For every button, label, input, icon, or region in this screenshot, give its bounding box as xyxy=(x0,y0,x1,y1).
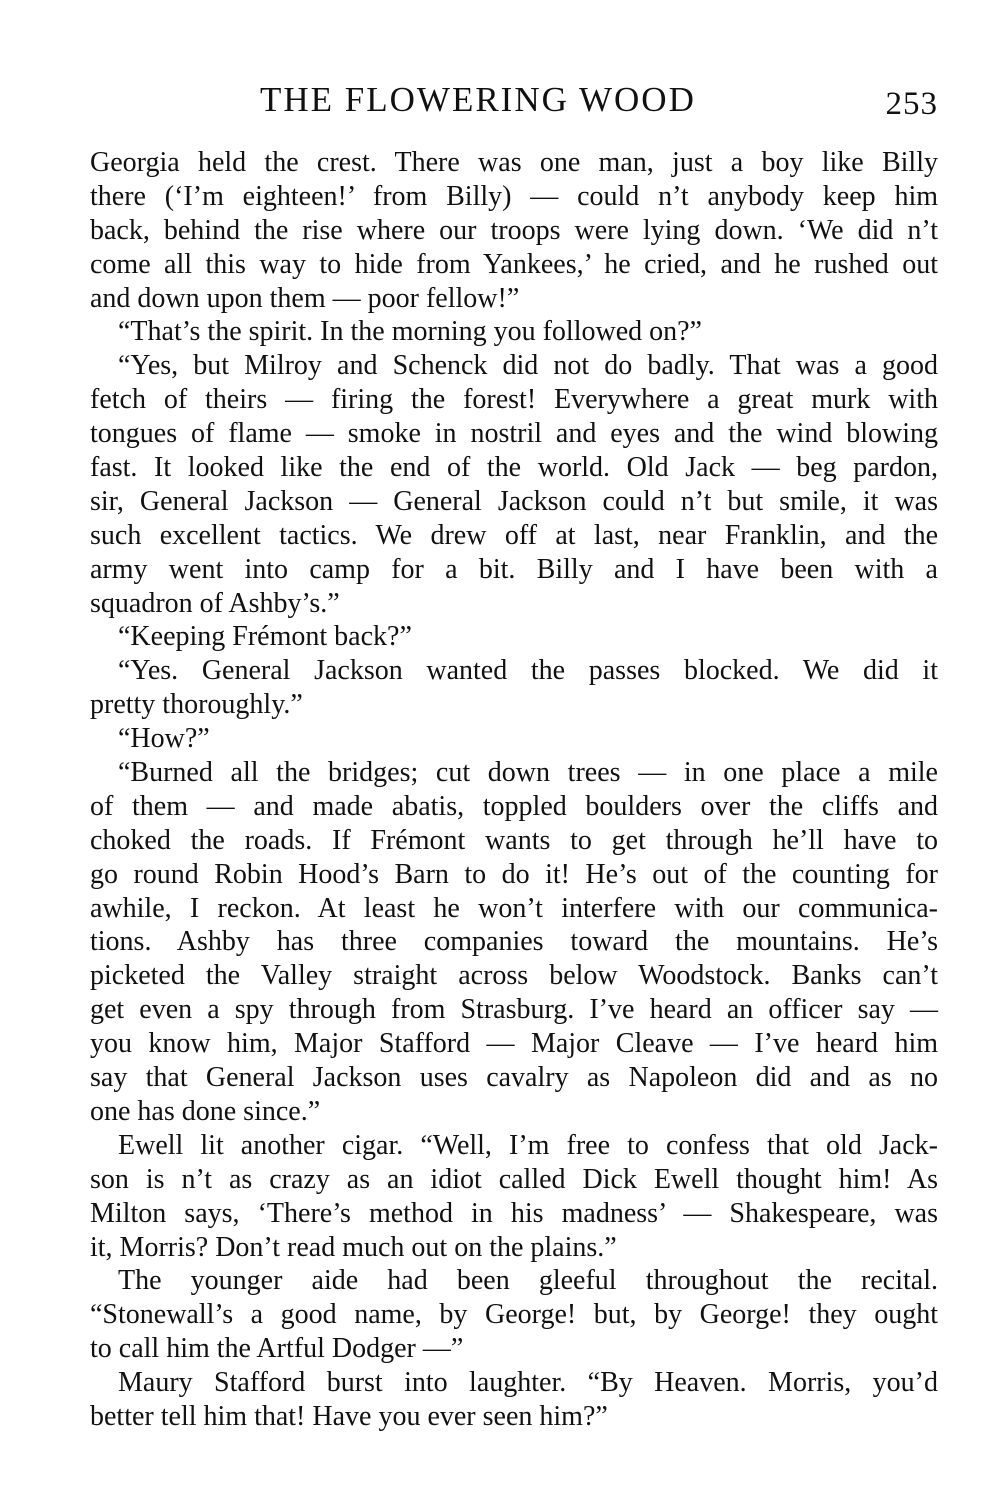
text-line: son is n’t as crazy as an idiot called Dick Ewell thought him! As xyxy=(90,1163,938,1195)
text-line: there (‘I’m eighteen!’ from Billy) — could n’t anybody keep him xyxy=(90,180,938,212)
text-line: say that General Jackson uses cavalry as Napoleon did and as no xyxy=(90,1062,938,1094)
text-line: tongues of flame — smoke in nostril and eyes and the wind blowing xyxy=(90,418,938,450)
page-number: 253 xyxy=(885,86,938,122)
text-line: picketed the Valley straight across below Woodstock. Banks can’t xyxy=(90,960,938,992)
text-line: sir, General Jackson — General Jackson could n’t but smile, it was xyxy=(90,485,938,517)
text-line: Maury Stafford burst into laughter. “By Heaven. Morris, you’d xyxy=(118,1367,938,1399)
body-text xyxy=(90,146,938,1434)
text-line: such excellent tactics. We drew off at last, near Franklin, and the xyxy=(90,519,938,551)
text-line: Georgia held the crest. There was one man, just a boy like Billy xyxy=(90,147,938,178)
text-line: and down upon them — poor fellow!” xyxy=(90,282,520,314)
text-line: one has done since.” xyxy=(90,1095,321,1127)
text-line: you know him, Major Stafford — Major Cleave — I’ve heard him xyxy=(90,1028,938,1060)
text-line: to call him the Artful Dodger —” xyxy=(90,1333,464,1365)
text-line: “Yes. General Jackson wanted the passes blocked. We did it xyxy=(118,655,938,687)
text-line: “Stonewall’s a good name, by George! but, by George! they ought xyxy=(90,1299,938,1331)
text-line: fetch of theirs — firing the forest! Everywhere a great murk with xyxy=(90,384,938,416)
text-line: tions. Ashby has three companies toward the mountains. He’s xyxy=(90,926,938,958)
text-line: “That’s the spirit. In the morning you followed on?” xyxy=(118,316,702,348)
text-line: “Yes, but Milroy and Schenck did not do badly. That was a good xyxy=(118,350,938,382)
text-line: come all this way to hide from Yankees,’ he cried, and he rushed out xyxy=(90,248,938,280)
text-line: get even a spy through from Strasburg. I’ve heard an officer say — xyxy=(90,994,938,1026)
running-header xyxy=(90,78,938,122)
text-line: The younger aide had been gleeful throughout the recital. xyxy=(118,1265,938,1297)
text-line: awhile, I reckon. At least he won’t interfere with our communica- xyxy=(90,892,938,924)
text-line: better tell him that! Have you ever seen him?” xyxy=(90,1400,608,1432)
text-line: “Keeping Frémont back?” xyxy=(118,621,412,653)
text-line: fast. It looked like the end of the world. Old Jack — beg pardon, xyxy=(90,452,938,484)
text-line: “Burned all the bridges; cut down trees — in one place a mile xyxy=(118,757,938,789)
text-line: back, behind the rise where our troops were lying down. ‘We did n’t xyxy=(90,214,938,246)
running-title: THE FLOWERING WOOD xyxy=(260,80,696,119)
text-line: Ewell lit another cigar. “Well, I’m free to confess that old Jack- xyxy=(118,1129,938,1161)
text-line: choked the roads. If Frémont wants to get through he’ll have to xyxy=(90,824,938,856)
text-line: Milton says, ‘There’s method in his madness’ — Shakespeare, was xyxy=(90,1197,938,1229)
text-line: go round Robin Hood’s Barn to do it! He’s out of the counting for xyxy=(90,858,938,890)
text-line: “How?” xyxy=(118,723,210,755)
text-line: squadron of Ashby’s.” xyxy=(90,587,340,619)
text-line: of them — and made abatis, toppled boulders over the cliffs and xyxy=(90,790,938,822)
text-line: army went into camp for a bit. Billy and I have been with a xyxy=(90,553,938,585)
text-line: it, Morris? Don’t read much out on the plains.” xyxy=(90,1231,617,1263)
text-line: pretty thoroughly.” xyxy=(90,689,303,721)
